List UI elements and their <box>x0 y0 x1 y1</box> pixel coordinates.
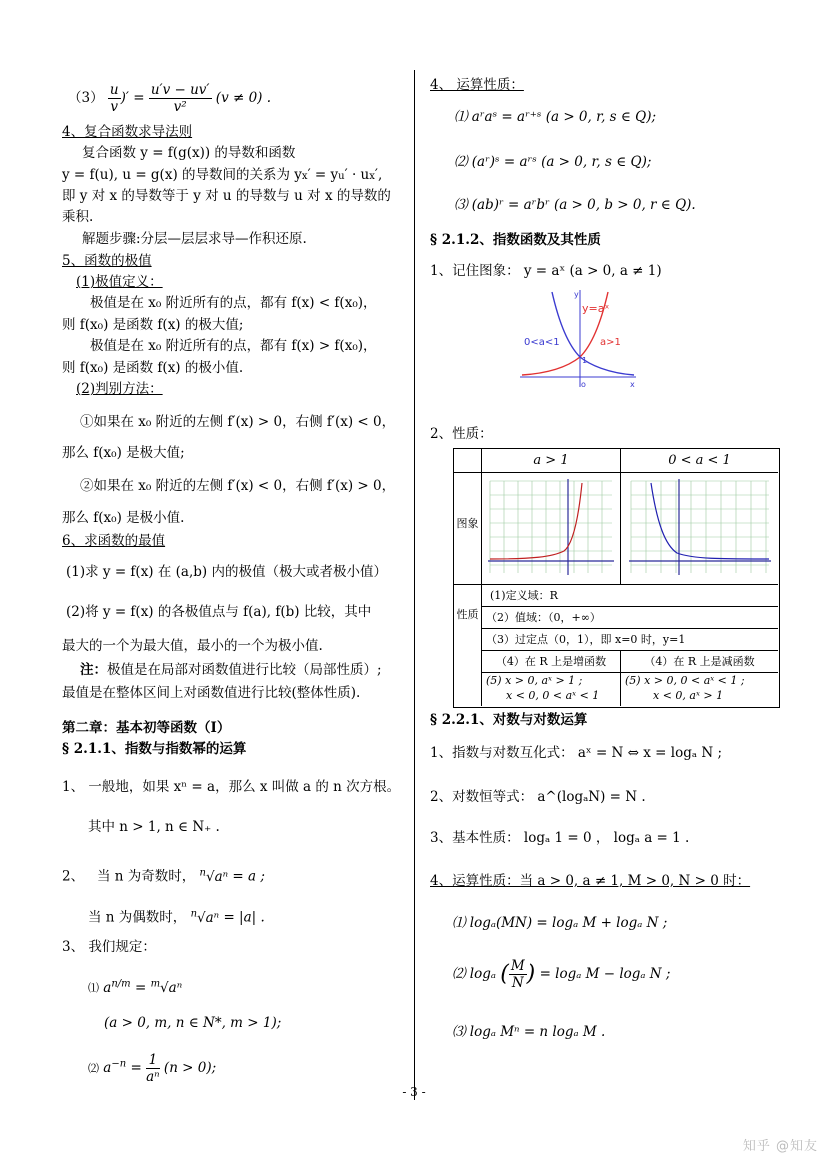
graph-label-main: y=aˣ <box>582 302 610 315</box>
log-ops-heading: 4、运算性质：当 a > 0, a ≠ 1, M > 0, N > 0 时： <box>430 873 751 889</box>
extreme-judge1: ①如果在 x₀ 附近的左侧 f′(x) > 0，右侧 f′(x) < 0， <box>80 414 396 430</box>
exponential-graph <box>518 287 638 390</box>
section-2-1-1-title: § 2.1.1、指数与指数幂的运算 <box>62 741 247 757</box>
maxmin-step3: 最大的一个为最大值，最小的一个为极小值. <box>62 638 323 654</box>
table-row-graph-label: 图象 <box>454 473 482 585</box>
odd-root: 2、 当 n 为奇数时， $^n$√aⁿ = a ; <box>62 867 265 885</box>
prop-domain: (1)定义域：R <box>482 585 778 607</box>
extreme-def4: 则 f(x₀) 是函数 f(x) 的极小值. <box>62 360 244 376</box>
rational-exponent-condition: (a > 0, m, n ∈ N*, m > 1); <box>104 1015 282 1031</box>
ops-rule3: ⑶ (ab)ʳ = aʳbʳ (a > 0, b > 0, r ∈ Q). <box>454 197 696 213</box>
composite-line1: 复合函数 y = f(g(x)) 的导数和函数 <box>82 145 296 161</box>
extreme-judge4: 那么 f(x₀) 是极小值. <box>62 510 185 526</box>
extreme-def2: 则 f(x₀) 是函数 f(x) 的极大值; <box>62 317 244 333</box>
maxmin-step1: (1)求 y = f(x) 在 (a,b) 内的极值（极大或者极小值） <box>66 564 387 580</box>
prop-fixed-point: （3）过定点（0，1），即 x=0 时，y=1 <box>482 629 778 651</box>
quotient-rhs: $\frac{u'v - uv'}{\text{v²}}$ <box>150 82 210 115</box>
maxmin-note1: 注：极值是在局部对函数值进行比较（局部性质）; <box>80 662 382 678</box>
prop-increasing: （4）在 R 上是增函数 <box>482 651 621 673</box>
prop-sign-a-lt-1: (5) x > 0, 0 < aˣ < 1 ; x < 0, aˣ > 1 <box>625 674 745 702</box>
log-product-rule: ⑴ logₐ(MN) = logₐ M + logₐ N ; <box>452 915 668 931</box>
maxmin-step2: (2)将 y = f(x) 的各极值点与 f(a), f(b) 比较，其中 <box>66 604 372 620</box>
composite-line4: 乘积. <box>62 209 94 225</box>
quotient-rule-label: （3） <box>68 90 104 106</box>
table-header-a-gt-1: a > 1 <box>482 449 621 473</box>
graph-origin: o <box>581 380 586 389</box>
exp-graph-intro: 1、记住图象： y = aˣ (a > 0, a ≠ 1) <box>430 263 662 279</box>
table-header-a-lt-1: 0 < a < 1 <box>621 449 778 473</box>
root-definition: 1、 一般地，如果 xⁿ = a，那么 x 叫做 a 的 n 次方根。 <box>62 779 401 795</box>
log-power-rule: ⑶ logₐ Mⁿ = n logₐ M . <box>452 1024 606 1040</box>
section-2-2-1-title: § 2.2.1、对数与对数运算 <box>430 712 588 728</box>
log-basic-properties: 3、基本性质： logₐ 1 = 0 ， logₐ a = 1 . <box>430 830 690 846</box>
root-condition: 其中 n > 1, n ∈ N₊ . <box>88 819 220 835</box>
ops-rule2: ⑵ (aʳ)ˢ = aʳˢ (a > 0, r, s ∈ Q); <box>454 154 652 170</box>
graph-one: 1 <box>582 356 588 365</box>
graph-axis-x: x <box>630 380 635 389</box>
graph-axis-y: y <box>574 290 579 299</box>
column-divider <box>414 70 415 1100</box>
quotient-lhs: $\frac{u}{v}$ <box>109 82 119 115</box>
composite-line2: y = f(u), u = g(x) 的导数间的关系为 yx′ = yu′ · ux′, <box>62 167 383 183</box>
table-graph-a-gt-1 <box>482 473 621 585</box>
extreme-judge-heading: (2)判别方法： <box>76 381 163 397</box>
composite-heading: 4、复合函数求导法则 <box>62 124 193 140</box>
extreme-def3: 极值是在 x₀ 附近所有的点，都有 f(x) > f(x₀)， <box>90 338 377 354</box>
even-root: 当 n 为偶数时， $^n$√aⁿ = |a| . <box>88 908 265 926</box>
properties-intro: 2、性质： <box>430 426 493 442</box>
quotient-condition: (v ≠ 0) . <box>215 90 272 106</box>
negative-exponent-rule: ⑵ $a^{-n}$ = $\frac{1}{\text{aⁿ}}$ (n > 0); <box>88 1052 217 1085</box>
ops-heading: 4、 运算性质： <box>430 77 524 93</box>
extreme-def-heading: (1)极值定义： <box>76 274 163 290</box>
section-2-1-2-title: § 2.1.2、指数函数及其性质 <box>430 232 601 248</box>
composite-line3: 即 y 对 x 的导数等于 y 对 u 的导数与 u 对 x 的导数的 <box>62 188 391 204</box>
quotient-rule: （3） $\frac{u}{v}$ )′ = $\frac{u'v - uv'}{\text{v²}}$ (v ≠ 0) . <box>68 82 272 115</box>
table-graph-a-lt-1 <box>621 473 778 585</box>
maxmin-note2: 最值是在整体区间上对函数值进行比较(整体性质). <box>62 685 361 701</box>
log-quotient-rule: ⑵ logₐ ( $\frac{M}{N}$ ) = logₐ M − logₐ N ; <box>452 958 671 991</box>
composite-line5: 解题步骤:分层—层层求导—作积还原. <box>82 231 307 247</box>
extreme-def1: 极值是在 x₀ 附近所有的点，都有 f(x) < f(x₀)， <box>90 295 377 311</box>
prop-range: （2）值域：（0，+∞） <box>482 607 778 629</box>
log-conversion: 1、指数与对数互化式： aˣ = N ⇔ x = logₐ N ; <box>430 745 722 761</box>
table-corner <box>454 449 482 473</box>
graph-label-a-lt-1: 0<a<1 <box>524 337 560 348</box>
table-row-prop-label: 性质 <box>454 585 482 706</box>
increasing-exp-graph <box>482 473 619 583</box>
rational-exponent-rule: ⑴ $a^{n/m} = ^m√a^n$ <box>88 978 183 996</box>
rule-intro: 3、 我们规定： <box>62 939 156 955</box>
exp-properties-table <box>453 448 780 708</box>
extreme-heading: 5、函数的极值 <box>62 253 152 269</box>
extreme-judge3: ②如果在 x₀ 附近的左侧 f′(x) < 0，右侧 f′(x) > 0， <box>80 478 396 494</box>
maxmin-heading: 6、求函数的最值 <box>62 533 166 549</box>
extreme-judge2: 那么 f(x₀) 是极大值; <box>62 445 185 461</box>
page-number: - 3 - <box>402 1085 426 1099</box>
log-identity: 2、对数恒等式： a^(logₐN) = N . <box>430 789 646 805</box>
prop-decreasing: （4）在 R 上是减函数 <box>621 651 778 673</box>
ops-rule1: ⑴ aʳaˢ = aʳ⁺ˢ (a > 0, r, s ∈ Q); <box>454 109 657 125</box>
decreasing-exp-graph <box>621 473 776 583</box>
watermark: 知乎 @知友 <box>742 1139 818 1154</box>
chapter-title: 第二章：基本初等函数（Ⅰ） <box>62 720 231 736</box>
prop-sign-a-gt-1: (5) x > 0, aˣ > 1 ; x < 0, 0 < aˣ < 1 <box>482 673 621 706</box>
graph-label-a-gt-1: a>1 <box>600 337 621 348</box>
